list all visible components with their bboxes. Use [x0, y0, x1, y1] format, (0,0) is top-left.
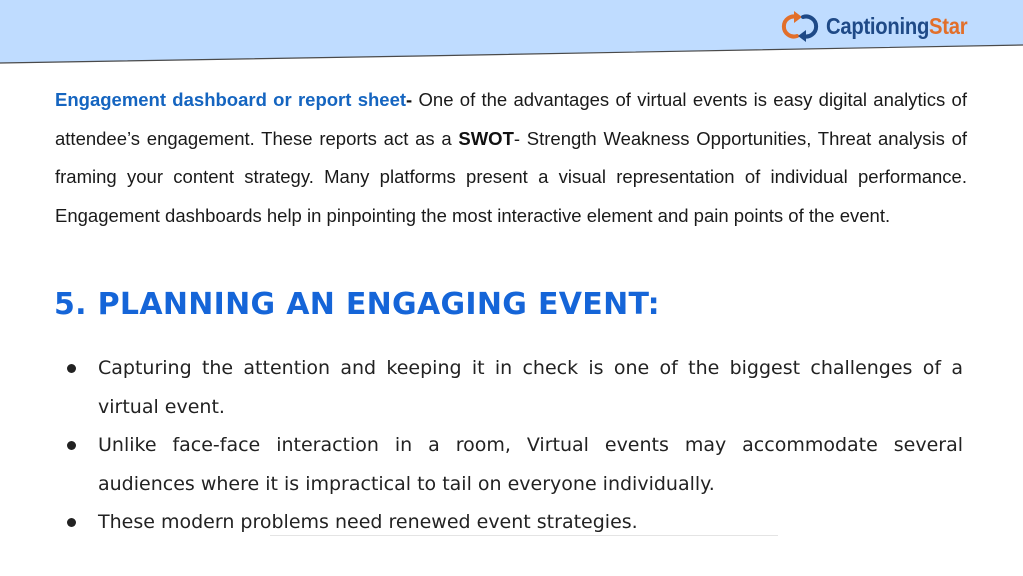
- intro-paragraph: [55, 81, 967, 235]
- bullet-text: Unlike face-face interaction in a room, Virtual events may accommodate several audiences where it is impractical to tail on everyone individually.: [98, 434, 963, 495]
- bullet-list: [60, 349, 963, 542]
- section-title: 5. PLANNING AN ENGAGING EVENT:: [54, 287, 660, 322]
- divider: [270, 535, 778, 536]
- intro-lead: Engagement dashboard or report sheet: [55, 89, 407, 110]
- bullet-item: [60, 426, 963, 503]
- circular-arrows-icon: [777, 9, 823, 43]
- bullet-text: These modern problems need renewed event strategies.: [98, 511, 638, 533]
- brand-name-part2: Star: [929, 12, 968, 39]
- brand-name-part1: Captioning: [826, 12, 930, 39]
- bullet-dot-icon: [67, 518, 76, 527]
- swot-term: SWOT: [458, 127, 514, 149]
- intro-text-1: One of the advantages of virtual events is easy digital analytics of attendee’s engagement. These reports act as a: [55, 89, 967, 149]
- bullet-text: Capturing the attention and keeping it in check is one of the biggest challenges of a virtual event.: [98, 357, 963, 418]
- bullet-dot-icon: [67, 364, 76, 373]
- intro-lead-dash: -: [406, 89, 413, 110]
- bullet-dot-icon: [67, 441, 76, 450]
- brand-logo: [777, 8, 987, 44]
- bullet-item: [60, 349, 963, 426]
- intro-text-2: - Strength Weakness Opportunities, Threat analysis of framing your content strategy. Many platforms present a visual representation of individual performance. Engagement dashboards help in pinpointing the most interactive element and pain points of the event.: [55, 127, 967, 226]
- brand-name: [826, 13, 967, 40]
